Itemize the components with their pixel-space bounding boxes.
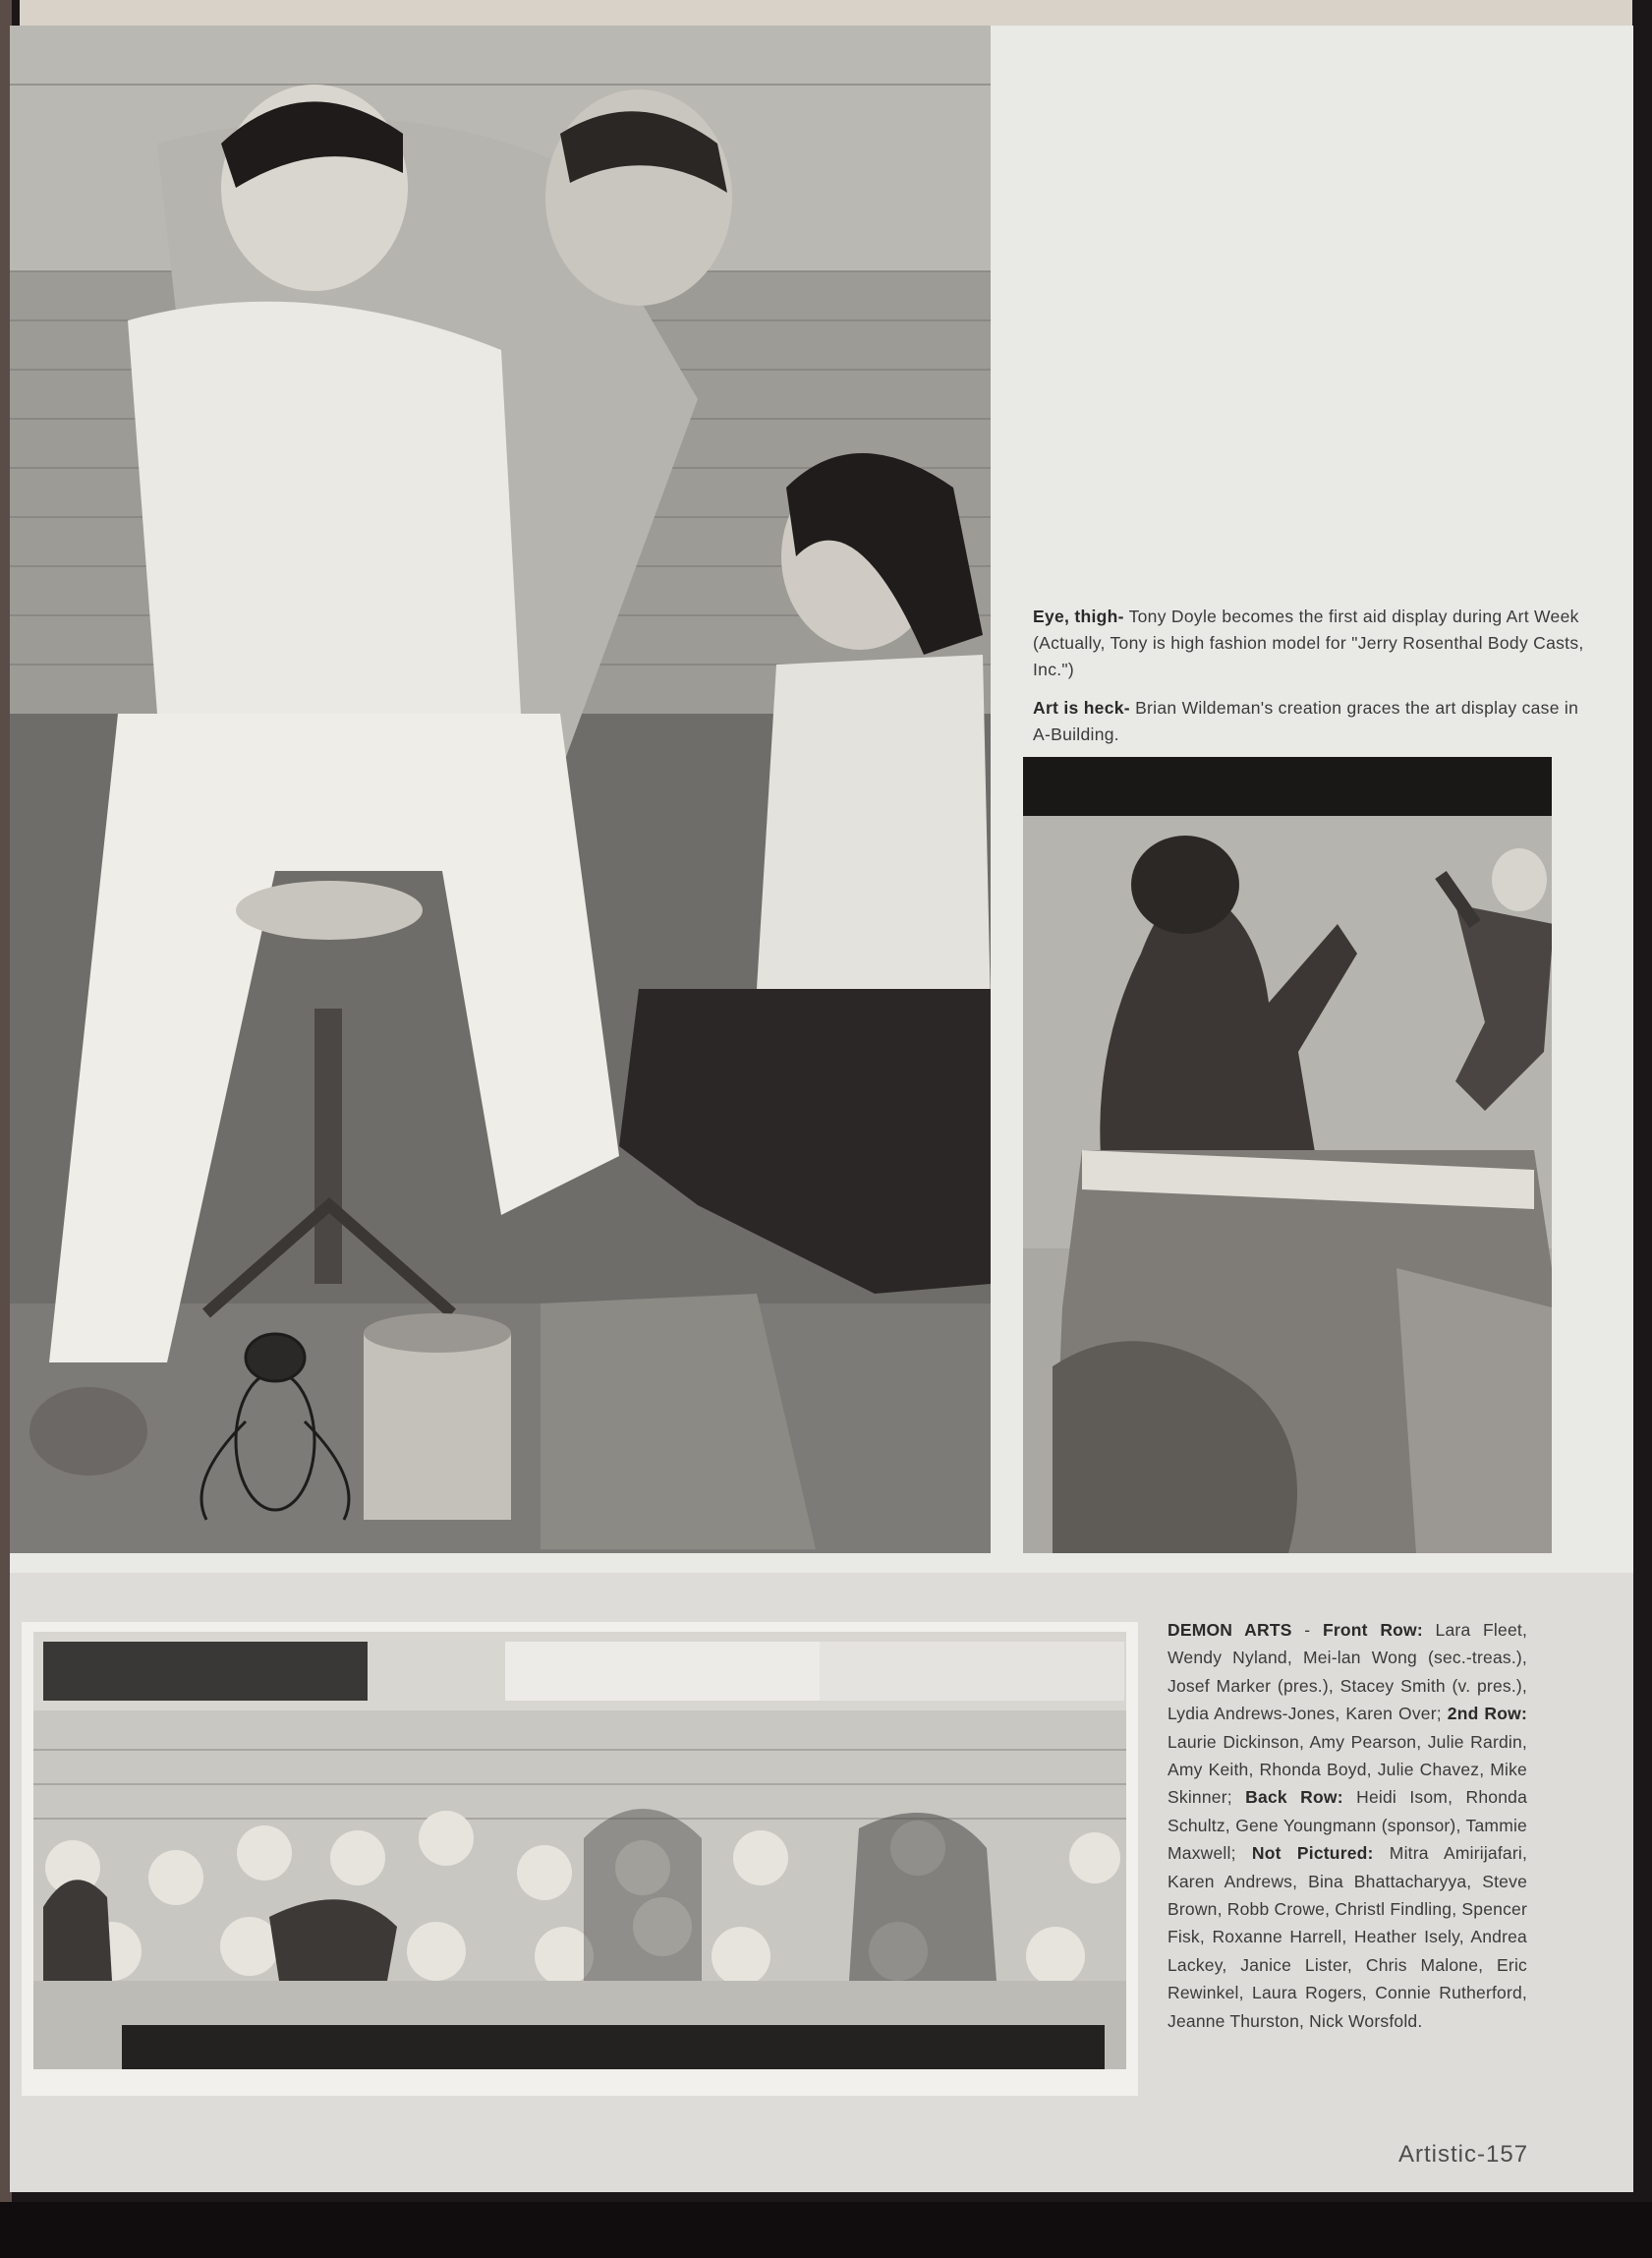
sculpture-photo: [1023, 757, 1552, 1553]
front-row-names: Lara Fleet, Wendy Nyland, Mei-lan Wong (sec.-treas.), Josef Marker (pres.), Stacey Smith (v. pres.), Lydia Andrews-Jones, Karen Over;: [1168, 1620, 1528, 1724]
demon-arts-group-photo: [22, 1622, 1138, 2096]
caption-lead: Eye, thigh-: [1033, 607, 1124, 626]
photo-captions: [1033, 604, 1593, 760]
caption-text: Tony Doyle becomes the first aid display during Art Week (Actually, Tony is high fashion model for "Jerry Rosenthal Body Casts, Inc."): [1033, 607, 1584, 679]
roster-separator: -: [1291, 1620, 1323, 1640]
caption-art-is-heck: [1033, 695, 1593, 748]
page-bottom-edge: [0, 2202, 1652, 2258]
first-aid-display-photo: [10, 26, 991, 1553]
page-number: Artistic-157: [1398, 2141, 1529, 2168]
not-pictured-names: Mitra Amirijafari, Karen Andrews, Bina Bhattacharyya, Steve Brown, Robb Crowe, Christl Findling, Spencer Fisk, Roxanne Harrell, Heather Isely, Andrea Lackey, Janice Lister, Chris Malone, Eric Rewinkel, Laura Rogers, Connie Rutherford, Jeanne Thurston, Nick Worsfold.: [1168, 1843, 1528, 2031]
demon-arts-roster: [1168, 1616, 1527, 2035]
caption-text: Brian Wildeman's creation graces the art display case in A-Building.: [1033, 698, 1579, 744]
caption-lead: Art is heck-: [1033, 698, 1130, 718]
second-row-label: 2nd Row:: [1447, 1704, 1527, 1724]
back-row-label: Back Row:: [1245, 1787, 1343, 1808]
not-pictured-label: Not Pictured:: [1251, 1843, 1374, 1864]
caption-eye-thigh: [1033, 604, 1593, 683]
second-row-names: Laurie Dickinson, Amy Pearson, Julie Rardin, Amy Keith, Rhonda Boyd, Julie Chavez, Mike Skinner;: [1168, 1731, 1527, 1808]
front-row-label: Front Row:: [1322, 1620, 1423, 1640]
back-row-names: Heidi Isom, Rhonda Schultz, Gene Youngmann (sponsor), Tammie Maxwell;: [1168, 1787, 1528, 1864]
yearbook-page: [10, 26, 1633, 2192]
club-name: DEMON ARTS: [1168, 1620, 1292, 1640]
